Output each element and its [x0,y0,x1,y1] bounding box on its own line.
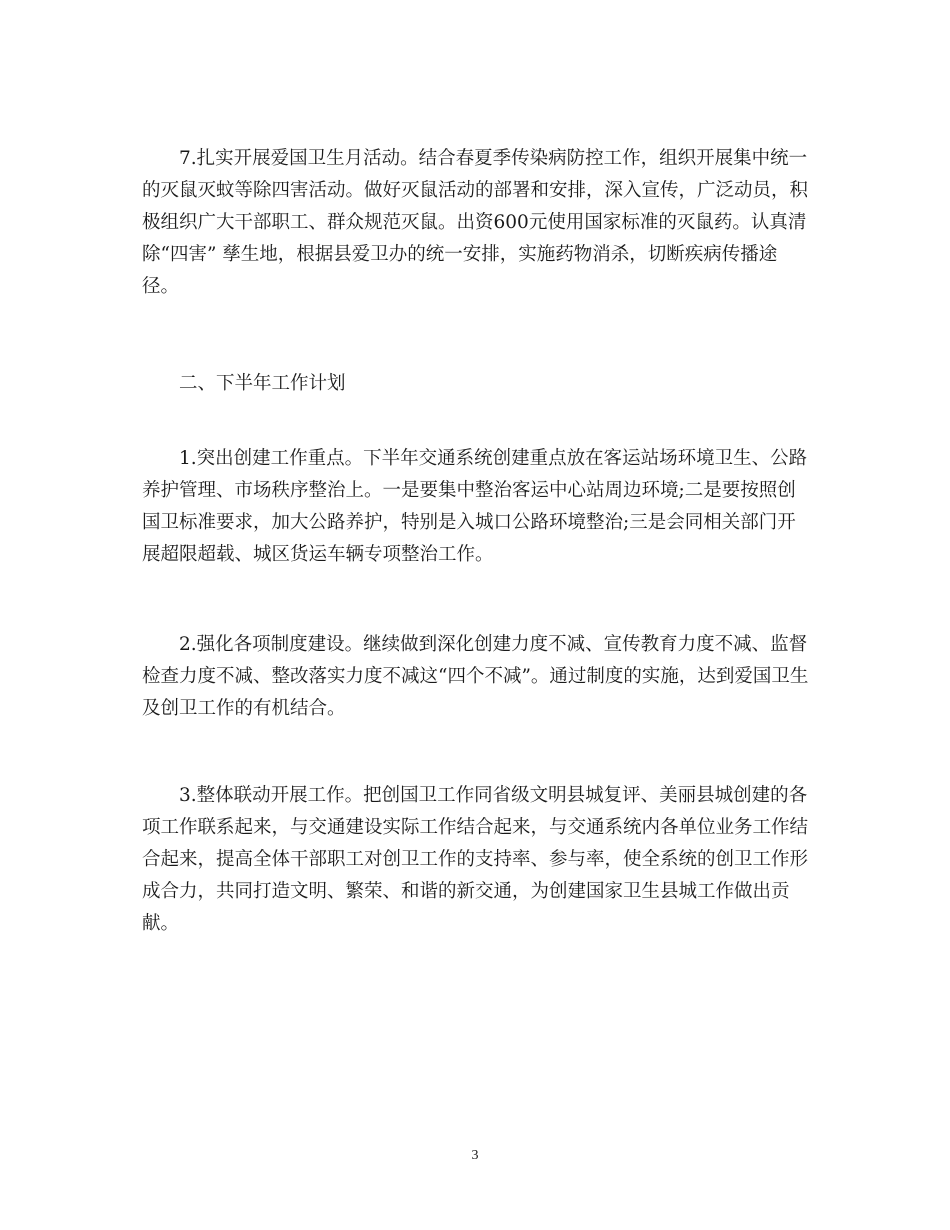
paragraph-line: 检查力度不减、整改落实力度不减这“四个不减”。通过制度的实施，达到爱国卫生 [142,666,809,687]
paragraph-line: 养护管理、市场秩序整治上。一是要集中整治客运中心站周边环境;二是要按照创 [142,480,796,501]
paragraph-line: 国卫标准要求，加大公路养护，特别是入城口公路环境整治;三是会同相关部门开 [142,512,796,533]
page-number: 3 [471,1148,479,1163]
paragraph-plan-2 [142,629,822,725]
paragraph-line: 7.扎实开展爱国卫生月活动。结合春夏季传染病防控工作，组织开展集中统一 [179,148,808,169]
paragraph-line: 2.强化各项制度建设。继续做到深化创建力度不减、宣传教育力度不减、监督 [179,634,808,655]
paragraph-line: 献。 [142,913,180,934]
paragraph-line: 的灭鼠灭蚊等除四害活动。做好灭鼠活动的部署和安排，深入宣传，广泛动员，积 [142,180,809,201]
paragraph-line: 3.整体联动开展工作。把创国卫工作同省级文明县城复评、美丽县城创建的各 [179,785,808,806]
section-heading [142,368,822,400]
paragraph-line: 1.突出创建工作重点。下半年交通系统创建重点放在客运站场环境卫生、公路 [179,448,808,469]
paragraph-item-7 [142,143,822,303]
section-heading-text: 二、下半年工作计划 [179,373,346,394]
paragraph-line: 径。 [142,276,180,297]
paragraph-line: 合起来，提高全体干部职工对创卫工作的支持率、参与率，使全系统的创卫工作形 [142,849,809,870]
paragraph-plan-1 [142,443,822,571]
paragraph-line: 除“四害” 孳生地，根据县爱卫办的统一安排，实施药物消杀，切断疾病传播途 [142,244,778,265]
paragraph-line: 及创卫工作的有机结合。 [142,698,346,719]
paragraph-line: 极组织广大干部职工、群众规范灭鼠。出资600元使用国家标准的灭鼠药。认真清 [142,212,807,233]
paragraph-line: 成合力，共同打造文明、繁荣、和谐的新交通，为创建国家卫生县城工作做出贡 [142,881,790,902]
paragraph-line: 项工作联系起来，与交通建设实际工作结合起来，与交通系统内各单位业务工作结 [142,817,809,838]
paragraph-line: 展超限超载、城区货运车辆专项整治工作。 [142,544,494,565]
paragraph-plan-3 [142,780,822,940]
